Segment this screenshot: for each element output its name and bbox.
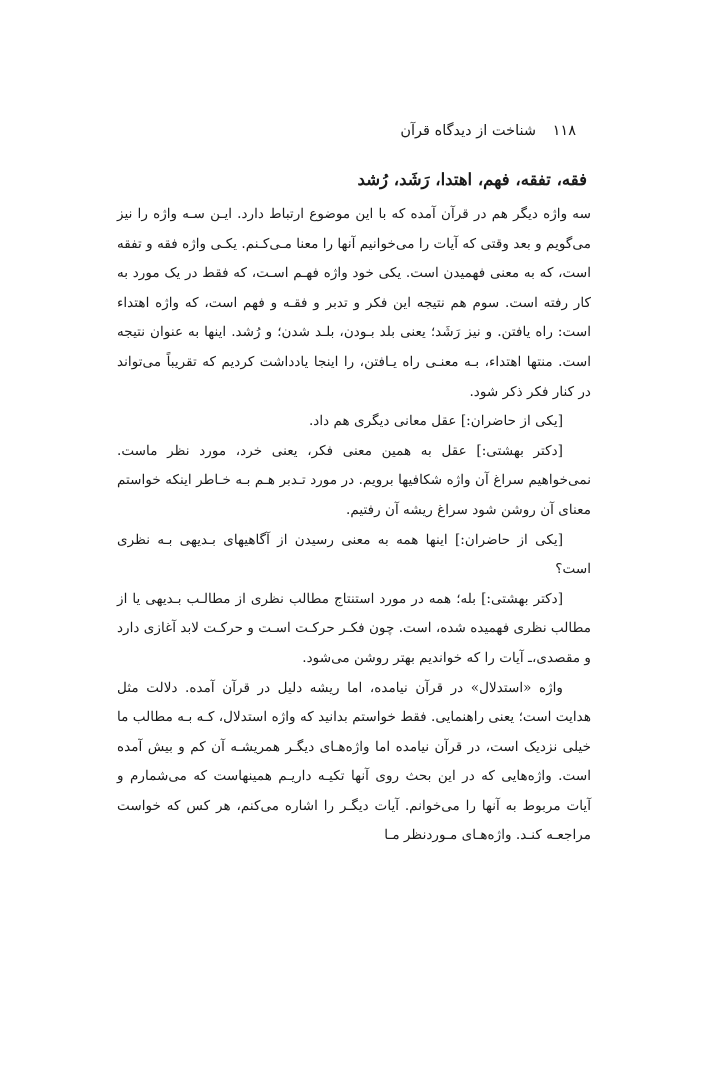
paragraph: سه واژه دیگر هم در قرآن آمده که با این موضوع ارتباط دارد. ایـن سـه واژه را نیز می‌گویم و بعد وقتی که آیات را می‌خوانیم آنها را معنا مـی‌کـنم. یکـی واژه فقه و تفقه است، که به معنی فهمیدن است. یکی خود واژه فهـم اسـت، که فقط در یک مورد به کار رفته است. سوم هم نتیجه این فکر و تدبر و فقـه و فهم است، که واژه اهتداء است: راه یافتن. و نیز رَشَد؛ یعنی بلد بـودن، بلـد شدن؛ و رُشد. اینها به عنوان نتیجه است. منتها اهتداء، بـه معنـی راه یـافتن، را اینجا یادداشت کردیم که تقریباً می‌تواند در کنار فکر ذکر شود. bbox=[117, 206, 591, 400]
paragraph: واژه «استدلال» در قرآن نیامده، اما ریشه دلیل در قرآن آمده. دلالت مثل هدایت است؛ یعنی راهنمایی. فقط خواستم بدانید که واژه استدلال، کـه بـه مطالب ما خیلی نزدیک است، در قرآن نیامده اما واژه‌هـای دیگـر همریشـه آن کم و بیش آمده است. واژه‌هایی که در این بحث روی آنها تکیـه داریـم همینهاست که می‌شمارم و آیات مربوط به آنها را می‌خوانم. آیات دیگـر را اشاره می‌کنم، هر کس که خواست مراجعـه کنـد. واژه‌هـای مـوردنظر مـا bbox=[117, 679, 591, 844]
paragraph: [یکی از حاضران:] عقل معانی دیگری هم داد. bbox=[308, 413, 563, 430]
running-title: شناخت از دیدگاه قرآن bbox=[400, 123, 537, 139]
running-head bbox=[400, 121, 576, 141]
paragraph: [یکی از حاضران:] اینها همه به معنی رسیدن از آگاهیهای بـدیهی بـه نظری است؟ bbox=[117, 531, 591, 578]
section-heading: فقه، تفقه، فهم، اهتدا، رَشَد، رُشد bbox=[357, 170, 587, 189]
page-number: ۱۱۸ bbox=[552, 123, 576, 139]
paragraph: [دکتر بهشتی:] بله؛ همه در مورد استنتاج مطالب نظری از مطالـب بـدیهی یا از مطالب نظری فهمیده شده، است. چون فکـر حرکـت اسـت و حرکـت لابد آغازی دارد و مقصدی،ـ آیات را که خواندیم بهتر روشن می‌شود. bbox=[117, 590, 591, 666]
body-text bbox=[117, 200, 591, 851]
paragraph: [دکتر بهشتی:] عقل به همین معنی فکر، یعنی خرد، مورد نظر ماست. نمی‌خواهیم سراغ آن واژه شکافیها برویم. در مورد تـدبر هـم بـه خـاطر اینکه خواستم معنای آن روشن شود سراغ ریشه آن رفتیم. bbox=[117, 442, 591, 518]
